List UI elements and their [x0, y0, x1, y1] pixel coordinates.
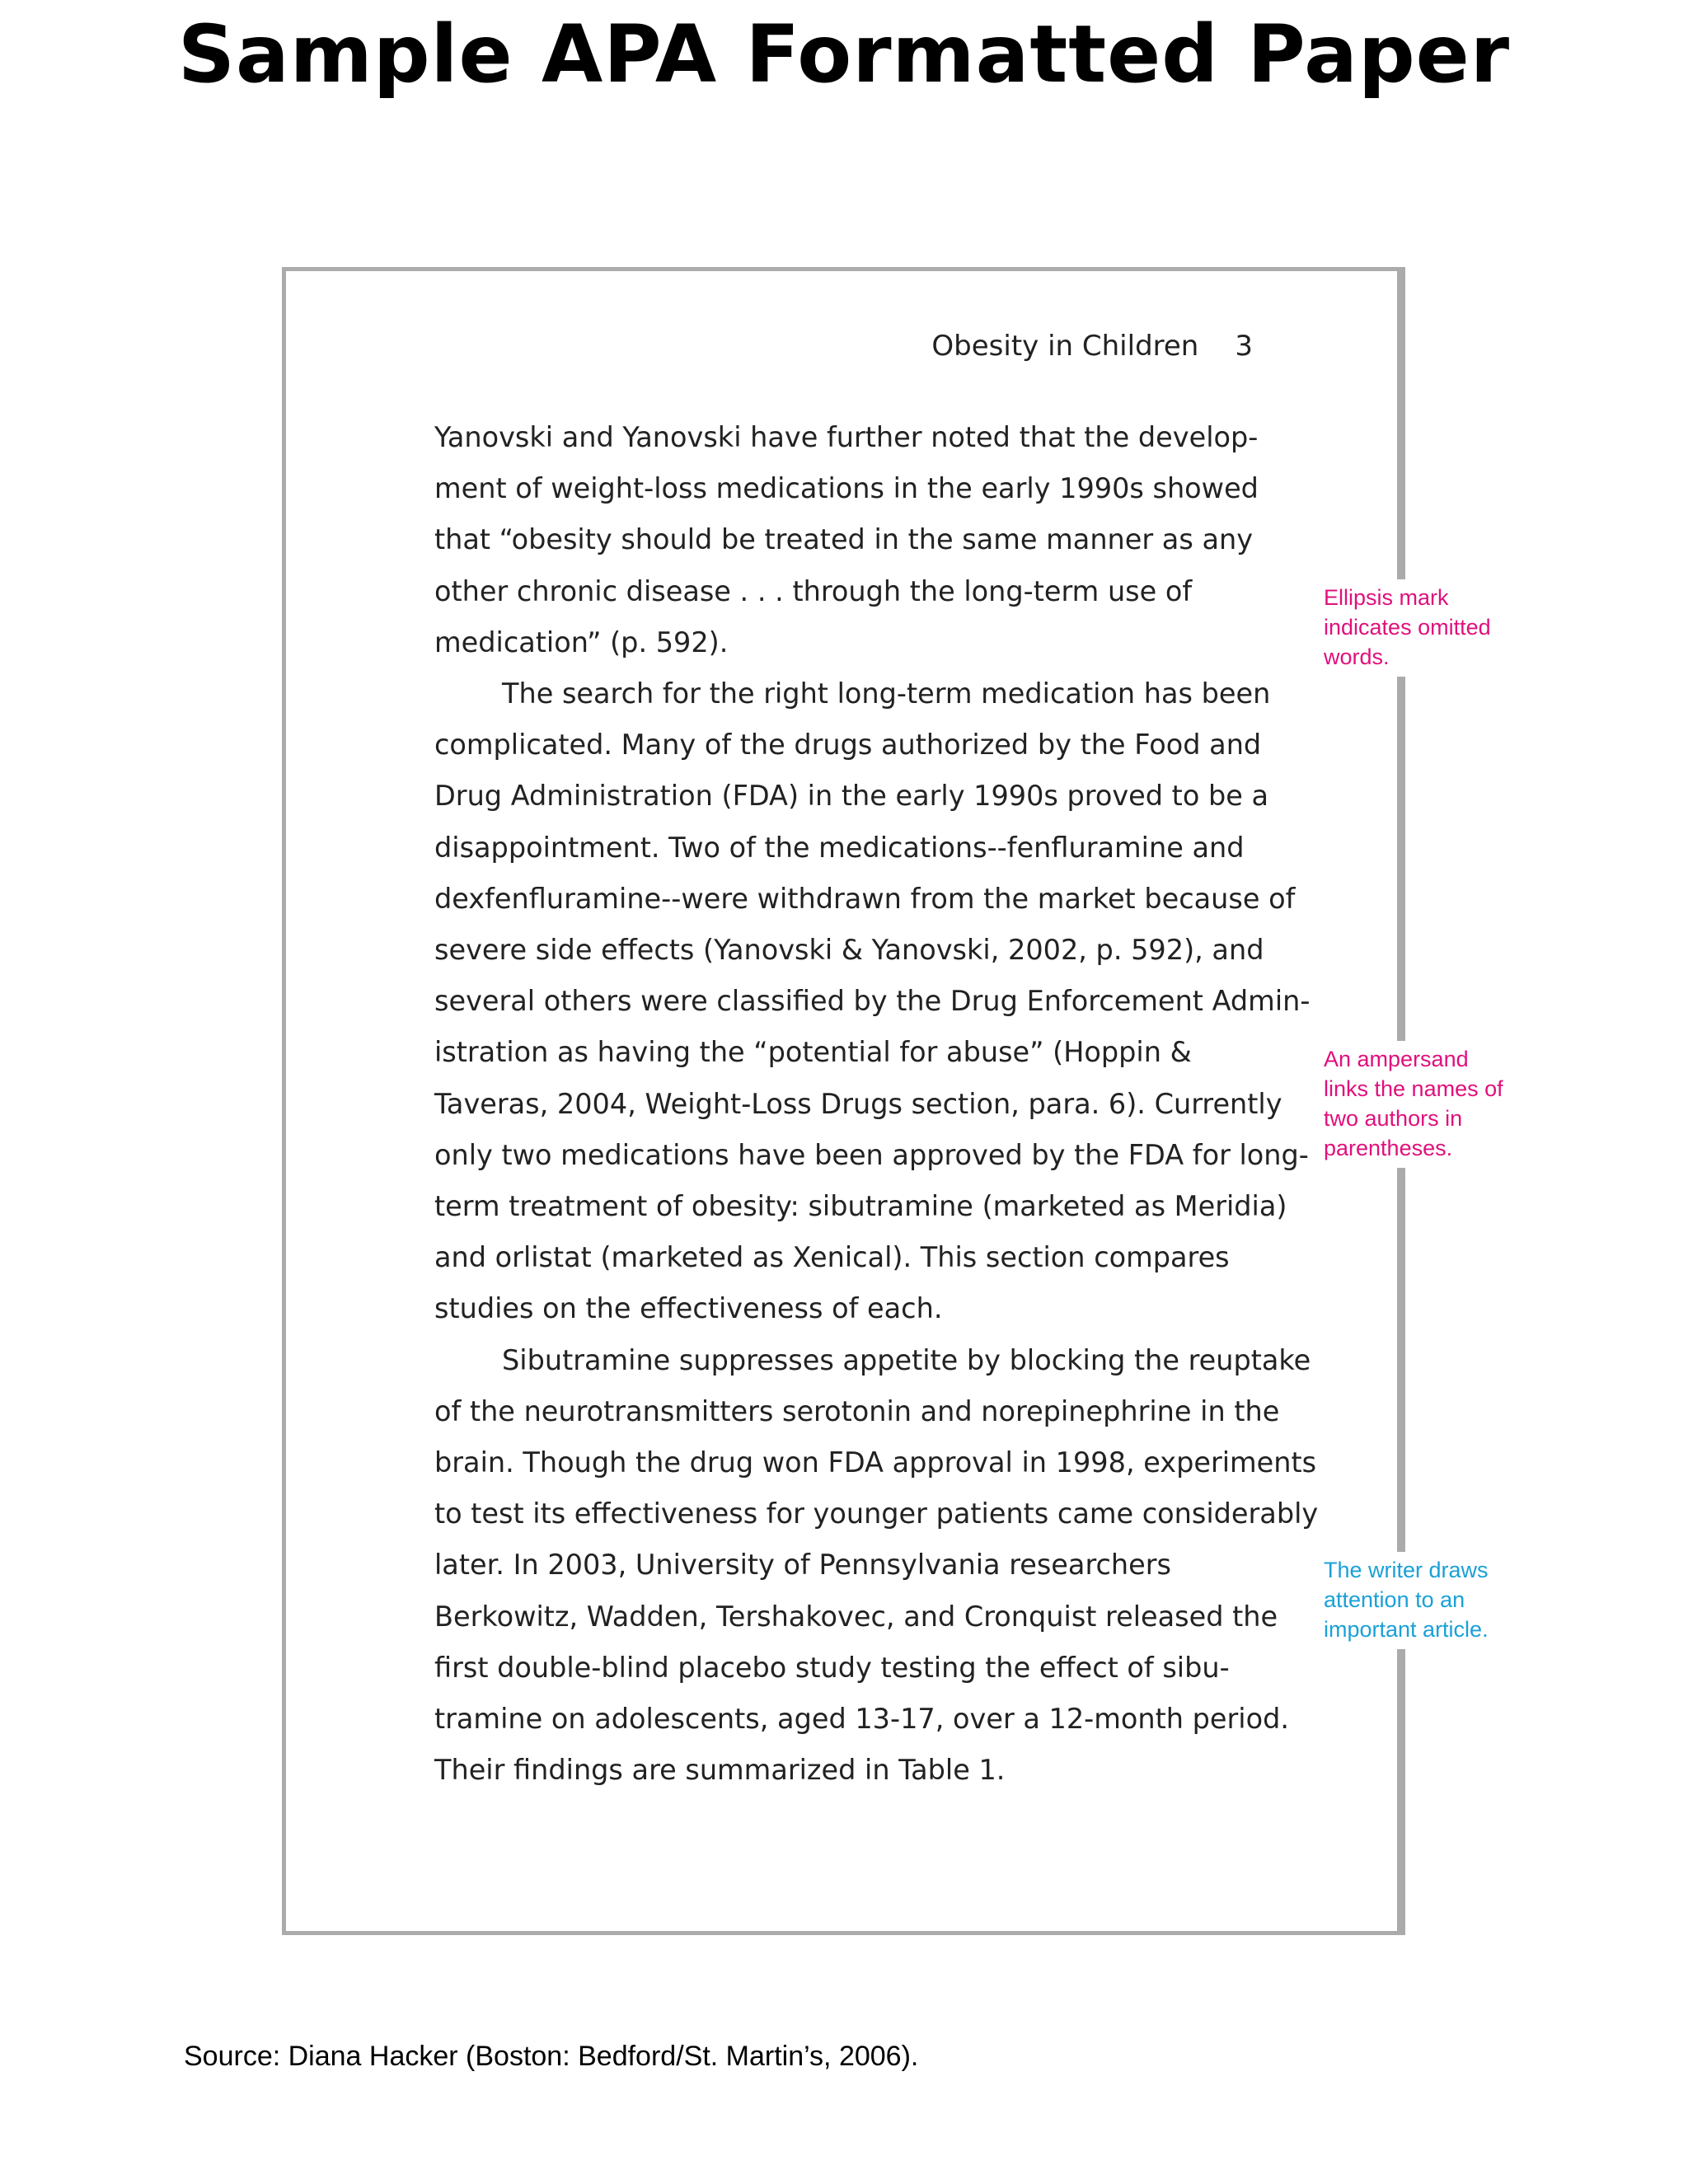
- text-line: severe side effects (Yanovski & Yanovski, 2002, p. 592), and: [434, 934, 1264, 967]
- text-line: The search for the right long-term medication has been: [502, 677, 1271, 710]
- paragraph-3: [434, 1335, 1319, 1797]
- body-text: [434, 412, 1319, 1796]
- text-line: Drug Administration (FDA) in the early 1990s proved to be a: [434, 780, 1269, 813]
- text-line: and orlistat (marketed as Xenical). This section compares: [434, 1241, 1230, 1274]
- running-head: [907, 330, 1253, 363]
- text-line: later. In 2003, University of Pennsylvania researchers: [434, 1549, 1171, 1582]
- paragraph-2: [434, 668, 1311, 1335]
- running-head-title: Obesity in Children: [931, 330, 1199, 363]
- annotation-line: two authors in: [1324, 1106, 1463, 1131]
- text-line: complicated. Many of the drugs authorized by the Food and: [434, 729, 1262, 762]
- annotation-line: important article.: [1324, 1617, 1489, 1642]
- source-citation: Source: Diana Hacker (Boston: Bedford/St. Martin’s, 2006).: [184, 2041, 919, 2072]
- text-line: Taveras, 2004, Weight-Loss Drugs section, para. 6). Currently: [434, 1087, 1282, 1120]
- text-line: disappointment. Two of the medications--fenfluramine and: [434, 831, 1245, 864]
- text-line: Their findings are summarized in Table 1.: [434, 1754, 1006, 1787]
- annotation-line: Ellipsis mark: [1324, 585, 1449, 610]
- text-line: several others were classified by the Drug Enforcement Admin-: [434, 985, 1311, 1018]
- text-line: Berkowitz, Wadden, Tershakovec, and Cronquist released the: [434, 1600, 1278, 1633]
- annotation-ellipsis: [1314, 579, 1498, 677]
- annotation-line: An ampersand: [1324, 1047, 1469, 1071]
- annotation-line: words.: [1324, 644, 1390, 669]
- annotation-line: links the names of: [1324, 1076, 1503, 1101]
- annotation-article: [1314, 1552, 1495, 1649]
- text-line: tramine on adolescents, aged 13-17, over a 12-month period.: [434, 1703, 1289, 1736]
- annotation-line: attention to an: [1324, 1587, 1465, 1612]
- text-line: studies on the effectiveness of each.: [434, 1292, 943, 1325]
- text-line: istration as having the “potential for abuse” (Hoppin &: [434, 1036, 1192, 1069]
- text-line: other chronic disease . . . through the long-term use of: [434, 574, 1193, 607]
- text-line: brain. Though the drug won FDA approval in 1998, experiments: [434, 1446, 1317, 1479]
- text-line: first double-blind placebo study testing the effect of sibu-: [434, 1651, 1230, 1684]
- text-line: Yanovski and Yanovski have further noted that the develop-: [434, 421, 1259, 453]
- text-line: dexfenfluramine--were withdrawn from the market because of: [434, 882, 1296, 915]
- text-line: Sibutramine suppresses appetite by blocking the reuptake: [502, 1343, 1311, 1376]
- annotation-line: indicates omitted: [1324, 615, 1491, 640]
- text-line: term treatment of obesity: sibutramine (marketed as Meridia): [434, 1190, 1287, 1223]
- page-title: Sample APA Formatted Paper: [177, 8, 1511, 101]
- text-line: medication” (p. 592).: [434, 626, 729, 658]
- text-line: of the neurotransmitters serotonin and norepinephrine in the: [434, 1394, 1280, 1427]
- text-line: only two medications have been approved by the FDA for long-: [434, 1138, 1309, 1171]
- text-line: to test its effectiveness for younger patients came considerably: [434, 1497, 1319, 1530]
- page-number: 3: [1235, 330, 1253, 363]
- annotation-line: parentheses.: [1324, 1136, 1453, 1160]
- annotation-ampersand: [1314, 1041, 1510, 1168]
- text-line: ment of weight-loss medications in the early 1990s showed: [434, 472, 1259, 505]
- text-line: that “obesity should be treated in the same manner as any: [434, 523, 1254, 556]
- paragraph-1: [434, 412, 1259, 668]
- annotation-line: The writer draws: [1324, 1558, 1489, 1582]
